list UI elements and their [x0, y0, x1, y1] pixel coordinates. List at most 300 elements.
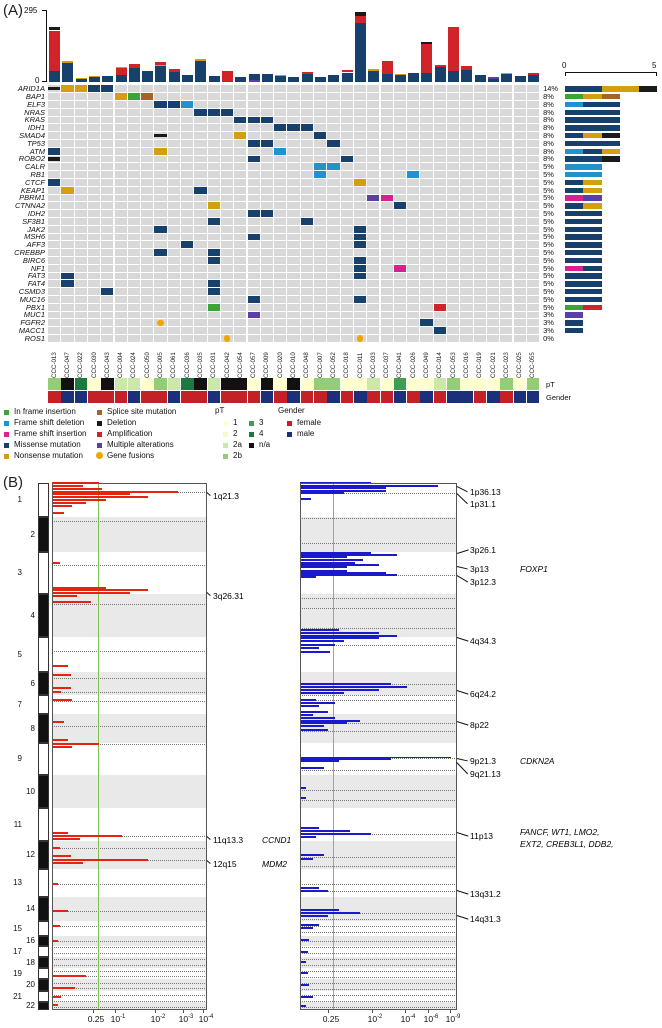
matrix-cell: [394, 335, 406, 342]
top-axis-max-label: 295: [24, 6, 38, 15]
right-bar-segment: [565, 180, 583, 185]
sample-label: CCC-013: [50, 352, 58, 378]
matrix-cell: [248, 327, 260, 334]
legend-label: In frame insertion: [14, 407, 76, 416]
matrix-cell: [141, 288, 153, 295]
top-bar-segment: [302, 74, 313, 82]
matrix-cell: [221, 226, 233, 233]
legend-label: Amplification: [107, 429, 153, 438]
matrix-cell: [287, 226, 299, 233]
matrix-cell: [394, 218, 406, 225]
matrix-cell: [154, 210, 166, 217]
matrix-cell: [128, 101, 140, 108]
right-bar-segment: [565, 125, 620, 130]
x-axis-tick-label: $10^{-9}$: [445, 1014, 461, 1024]
matrix-cell: [168, 195, 180, 202]
matrix-cell: [48, 280, 60, 287]
matrix-cell: [341, 273, 353, 280]
gene-percentage: 8%: [543, 91, 554, 101]
pt-track-cell: [234, 378, 247, 390]
matrix-cell: [128, 335, 140, 342]
matrix-cell: [181, 109, 193, 116]
matrix-cell: [248, 132, 260, 139]
matrix-cell: [261, 85, 273, 92]
matrix-cell: [407, 288, 419, 295]
matrix-cell: [367, 140, 379, 147]
matrix-cell: [88, 265, 100, 272]
matrix-cell: [101, 327, 113, 334]
plot-border: [52, 483, 207, 1010]
matrix-cell: [141, 163, 153, 170]
matrix-cell: [474, 319, 486, 326]
matrix-cell: [407, 156, 419, 163]
right-bar-segment: [583, 180, 601, 185]
top-bar-segment: [368, 71, 379, 82]
matrix-cell: [420, 195, 432, 202]
matrix-cell: [381, 296, 393, 303]
matrix-cell: [75, 273, 87, 280]
gene-label: ROBO2: [18, 154, 45, 164]
matrix-cell: [327, 257, 339, 264]
gender-track-cell: [420, 391, 433, 403]
matrix-cell: [474, 140, 486, 147]
gender-track-cell: [61, 391, 74, 403]
matrix-cell: [88, 296, 100, 303]
matrix-cell: [115, 265, 127, 272]
matrix-cell: [367, 249, 379, 256]
matrix-cell: [154, 296, 166, 303]
right-bar-segment: [565, 164, 602, 169]
matrix-cell: [367, 132, 379, 139]
right-bar-segment: [565, 156, 602, 161]
matrix-cell: [341, 187, 353, 194]
matrix-cell: [487, 117, 499, 124]
top-bar-segment: [461, 70, 472, 82]
matrix-cell: [154, 218, 166, 225]
matrix-cell: [354, 109, 366, 116]
matrix-cell: [181, 249, 193, 256]
matrix-cell: [141, 171, 153, 178]
right-bar-segment: [565, 110, 620, 115]
matrix-cell: [327, 304, 339, 311]
matrix-cell: [301, 288, 313, 295]
matrix-cell: [314, 312, 326, 319]
matrix-cell: [354, 117, 366, 124]
sample-label: CCC-016: [462, 352, 470, 378]
matrix-cell-mutated: [208, 288, 220, 295]
matrix-cell: [221, 163, 233, 170]
matrix-cell: [194, 210, 206, 217]
matrix-cell: [154, 195, 166, 202]
matrix-cell: [487, 280, 499, 287]
matrix-cell: [261, 265, 273, 272]
gene-label: BAP1: [25, 91, 45, 101]
matrix-cell: [434, 288, 446, 295]
gender-track-cell: [287, 391, 300, 403]
matrix-cell-mutated: [407, 171, 419, 178]
matrix-cell: [88, 273, 100, 280]
gene-label: RB1: [30, 169, 45, 179]
matrix-cell: [88, 109, 100, 116]
matrix-cell: [181, 187, 193, 194]
matrix-cell: [128, 249, 140, 256]
matrix-cell: [194, 171, 206, 178]
matrix-cell: [194, 226, 206, 233]
matrix-cell-mutated: [301, 218, 313, 225]
matrix-cell: [434, 335, 446, 342]
matrix-cell: [341, 140, 353, 147]
matrix-cell: [208, 124, 220, 131]
matrix-cell: [101, 202, 113, 209]
matrix-cell: [460, 148, 472, 155]
matrix-cell: [154, 327, 166, 334]
matrix-cell: [367, 257, 379, 264]
top-bar-segment: [528, 75, 539, 82]
matrix-cell: [61, 265, 73, 272]
matrix-cell: [61, 171, 73, 178]
matrix-cell: [168, 218, 180, 225]
matrix-cell: [61, 241, 73, 248]
matrix-cell: [181, 210, 193, 217]
matrix-cell: [101, 257, 113, 264]
matrix-cell: [514, 273, 526, 280]
matrix-cell: [234, 179, 246, 186]
matrix-cell: [88, 249, 100, 256]
matrix-cell: [287, 195, 299, 202]
matrix-cell: [301, 273, 313, 280]
matrix-cell: [434, 218, 446, 225]
matrix-cell: [420, 101, 432, 108]
matrix-cell: [221, 101, 233, 108]
matrix-cell: [141, 85, 153, 92]
matrix-cell: [301, 163, 313, 170]
matrix-cell: [327, 148, 339, 155]
matrix-cell: [341, 257, 353, 264]
x-axis-tick: [328, 1010, 329, 1013]
matrix-cell: [434, 241, 446, 248]
matrix-cell: [487, 85, 499, 92]
matrix-cell: [194, 249, 206, 256]
matrix-cell: [434, 101, 446, 108]
matrix-cell: [194, 257, 206, 264]
matrix-cell: [75, 109, 87, 116]
matrix-cell: [460, 296, 472, 303]
top-bar-segment: [448, 27, 459, 70]
matrix-cell-mutated: [248, 234, 260, 241]
matrix-cell: [314, 195, 326, 202]
matrix-cell: [474, 171, 486, 178]
peak-pointer-line: [457, 550, 468, 555]
matrix-cell: [48, 171, 60, 178]
matrix-cell: [407, 93, 419, 100]
matrix-cell: [500, 202, 512, 209]
matrix-cell: [420, 265, 432, 272]
matrix-cell: [474, 117, 486, 124]
gene-percentage: 5%: [543, 286, 554, 296]
matrix-cell: [88, 304, 100, 311]
matrix-cell: [61, 140, 73, 147]
matrix-cell: [115, 179, 127, 186]
matrix-cell: [434, 109, 446, 116]
matrix-cell: [327, 117, 339, 124]
chromosome-label: 2: [30, 529, 35, 539]
matrix-cell: [394, 241, 406, 248]
matrix-cell: [527, 265, 539, 272]
matrix-cell: [500, 171, 512, 178]
matrix-cell: [341, 202, 353, 209]
matrix-cell-mutated: [75, 85, 87, 92]
matrix-cell: [274, 218, 286, 225]
matrix-cell: [394, 179, 406, 186]
matrix-cell: [287, 140, 299, 147]
matrix-cell: [314, 319, 326, 326]
matrix-cell: [128, 179, 140, 186]
matrix-cell: [75, 195, 87, 202]
matrix-cell: [301, 140, 313, 147]
matrix-cell: [487, 187, 499, 194]
matrix-cell: [381, 202, 393, 209]
matrix-cell: [354, 93, 366, 100]
matrix-cell: [234, 226, 246, 233]
sample-label: CCC-018: [343, 352, 351, 378]
matrix-cell: [75, 218, 87, 225]
matrix-cell: [115, 132, 127, 139]
matrix-cell: [194, 234, 206, 241]
legend-swatch: [97, 443, 102, 448]
matrix-cell: [514, 202, 526, 209]
matrix-cell: [128, 280, 140, 287]
matrix-cell: [208, 117, 220, 124]
matrix-cell: [75, 257, 87, 264]
matrix-cell: [301, 179, 313, 186]
matrix-cell: [527, 163, 539, 170]
matrix-cell: [75, 210, 87, 217]
matrix-cell: [474, 234, 486, 241]
matrix-cell: [394, 304, 406, 311]
matrix-cell-mutated: [261, 210, 273, 217]
matrix-cell: [141, 296, 153, 303]
matrix-cell: [460, 179, 472, 186]
sample-label: CCC-036: [183, 352, 191, 378]
right-bar-segment: [565, 188, 583, 193]
gender-track-cell: [48, 391, 61, 403]
matrix-cell: [354, 156, 366, 163]
matrix-cell: [101, 163, 113, 170]
matrix-cell: [500, 195, 512, 202]
matrix-cell: [407, 179, 419, 186]
matrix-cell: [248, 265, 260, 272]
matrix-cell: [341, 319, 353, 326]
matrix-cell-mutated: [221, 109, 233, 116]
matrix-cell: [287, 265, 299, 272]
sample-label: CCC-052: [329, 352, 337, 378]
sample-label: CCC-026: [409, 352, 417, 378]
matrix-cell: [434, 124, 446, 131]
matrix-cell: [434, 171, 446, 178]
matrix-cell: [248, 241, 260, 248]
matrix-cell: [287, 117, 299, 124]
matrix-cell: [75, 163, 87, 170]
matrix-cell: [221, 148, 233, 155]
gene-label: CTNNA2: [14, 201, 45, 211]
top-bar-segment: [488, 77, 499, 78]
matrix-cell: [88, 163, 100, 170]
matrix-cell: [48, 304, 60, 311]
matrix-cell: [407, 319, 419, 326]
matrix-cell: [407, 312, 419, 319]
matrix-cell: [341, 117, 353, 124]
right-bar-segment: [602, 86, 639, 91]
matrix-cell: [514, 257, 526, 264]
matrix-cell: [75, 327, 87, 334]
matrix-cell: [407, 202, 419, 209]
peak-annotation: 1q21.3: [213, 491, 239, 501]
matrix-cell: [208, 179, 220, 186]
gene-percentage: 3%: [543, 310, 554, 320]
matrix-cell: [394, 327, 406, 334]
matrix-cell: [128, 226, 140, 233]
matrix-cell: [101, 210, 113, 217]
legend-gender-title: Gender: [278, 406, 305, 415]
matrix-cell: [154, 179, 166, 186]
matrix-cell: [88, 288, 100, 295]
matrix-cell: [248, 226, 260, 233]
legend-swatch: [249, 421, 254, 426]
matrix-cell: [75, 296, 87, 303]
matrix-cell: [208, 327, 220, 334]
matrix-cell: [500, 319, 512, 326]
chromosome-label: 11: [13, 819, 22, 829]
matrix-cell: [61, 93, 73, 100]
matrix-cell: [447, 148, 459, 155]
matrix-cell: [141, 148, 153, 155]
matrix-cell: [341, 210, 353, 217]
gene-percentage: 8%: [543, 107, 554, 117]
gene-percentage: 3%: [543, 318, 554, 328]
right-bar-segment: [583, 133, 601, 138]
matrix-cell: [367, 85, 379, 92]
matrix-cell: [487, 226, 499, 233]
matrix-cell: [420, 312, 432, 319]
peak-pointer-line: [457, 915, 468, 920]
matrix-cell: [487, 93, 499, 100]
matrix-cell: [487, 132, 499, 139]
pt-track-cell: [181, 378, 194, 390]
chromosome-label: 3: [17, 568, 22, 577]
matrix-cell: [460, 335, 472, 342]
pt-track-cell: [221, 378, 234, 390]
matrix-cell: [341, 241, 353, 248]
matrix-cell: [367, 273, 379, 280]
gender-track-cell: [128, 391, 141, 403]
matrix-cell: [61, 132, 73, 139]
matrix-cell: [141, 335, 153, 342]
matrix-cell: [168, 234, 180, 241]
matrix-cell: [487, 179, 499, 186]
matrix-cell: [354, 312, 366, 319]
matrix-cell: [208, 265, 220, 272]
gender-track-title: Gender: [546, 393, 572, 402]
matrix-cell: [48, 249, 60, 256]
gene-label: TP53: [27, 138, 45, 148]
pt-track-cell: [194, 378, 207, 390]
matrix-cell: [88, 140, 100, 147]
top-bar-segment: [182, 75, 193, 82]
matrix-cell: [341, 163, 353, 170]
matrix-cell: [101, 312, 113, 319]
matrix-cell: [354, 124, 366, 131]
matrix-cell: [447, 273, 459, 280]
pt-track-cell: [75, 378, 88, 390]
matrix-cell: [487, 319, 499, 326]
matrix-cell: [61, 179, 73, 186]
matrix-cell: [500, 312, 512, 319]
matrix-cell: [208, 273, 220, 280]
matrix-cell: [75, 226, 87, 233]
matrix-cell: [194, 241, 206, 248]
gene-percentage: 8%: [543, 154, 554, 164]
matrix-cell: [407, 101, 419, 108]
matrix-cell: [474, 148, 486, 155]
matrix-cell: [460, 140, 472, 147]
matrix-cell: [314, 265, 326, 272]
matrix-cell: [168, 304, 180, 311]
matrix-cell: [261, 226, 273, 233]
matrix-cell: [208, 241, 220, 248]
matrix-cell: [181, 179, 193, 186]
gene-label: NF1: [30, 263, 45, 273]
matrix-cell: [234, 319, 246, 326]
right-bar-segment: [583, 94, 601, 99]
matrix-cell: [420, 210, 432, 217]
matrix-cell: [487, 312, 499, 319]
right-bar-segment: [602, 133, 620, 138]
top-axis-min-label: 0: [35, 76, 40, 85]
matrix-cell: [394, 319, 406, 326]
matrix-cell: [48, 312, 60, 319]
chromosome-label: 12: [26, 850, 35, 859]
matrix-cell: [101, 187, 113, 194]
chromosome-label: 8: [30, 723, 35, 733]
matrix-cell: [487, 124, 499, 131]
matrix-cell: [394, 296, 406, 303]
pt-track-cell: [394, 378, 407, 390]
matrix-cell: [367, 148, 379, 155]
matrix-cell: [407, 304, 419, 311]
matrix-cell: [460, 132, 472, 139]
gender-track-cell: [141, 391, 154, 403]
matrix-cell: [261, 273, 273, 280]
matrix-cell: [367, 265, 379, 272]
matrix-cell: [154, 117, 166, 124]
matrix-cell: [128, 156, 140, 163]
matrix-cell: [261, 109, 273, 116]
matrix-cell: [141, 187, 153, 194]
matrix-cell: [261, 179, 273, 186]
peak-gene-annotation: FANCF, WT1, LMO2,: [520, 827, 600, 837]
matrix-cell: [527, 148, 539, 155]
matrix-cell: [248, 171, 260, 178]
matrix-cell: [500, 257, 512, 264]
ideogram-block: [38, 594, 49, 637]
top-bar-segment: [116, 75, 127, 82]
matrix-cell: [75, 265, 87, 272]
matrix-cell: [168, 93, 180, 100]
matrix-cell: [474, 335, 486, 342]
pt-track-cell: [261, 378, 274, 390]
matrix-cell: [221, 249, 233, 256]
matrix-cell-mutated: [354, 296, 366, 303]
